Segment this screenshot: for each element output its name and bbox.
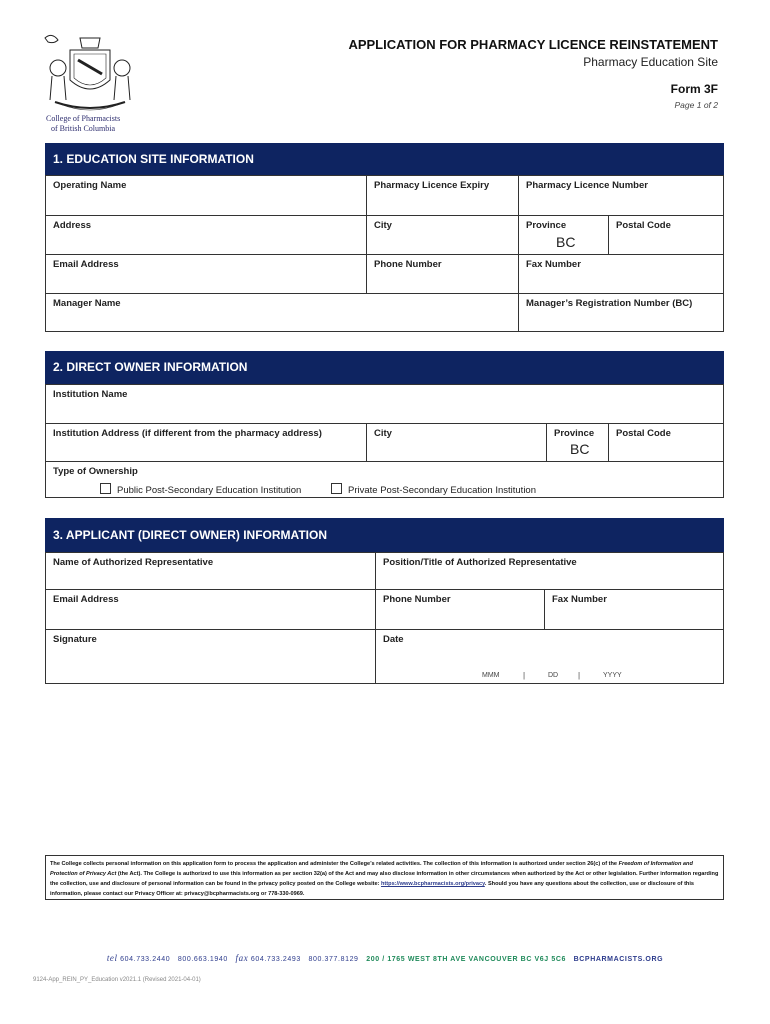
fax-number-2: 800.377.8129	[308, 956, 359, 963]
owner-province-value: BC	[570, 441, 590, 457]
institution-name-label: Institution Name	[53, 389, 128, 400]
owner-province-label: Province	[554, 428, 595, 439]
footer-address: 200 / 1765 WEST 8TH AVE VANCOUVER BC V6J 5C6	[366, 956, 566, 963]
form-subtitle: Pharmacy Education Site	[583, 55, 718, 69]
rep-title-label: Position/Title of Authorized Representative	[383, 557, 577, 568]
address-field[interactable]	[46, 216, 366, 254]
applicant-phone-field[interactable]	[375, 590, 544, 629]
province-field[interactable]	[518, 216, 608, 254]
institution-address-label: Institution Address (if different from the pharmacy address)	[53, 428, 322, 439]
owner-postal-code-label: Postal Code	[616, 428, 671, 439]
province-value: BC	[556, 234, 576, 250]
ownership-type-label: Type of Ownership	[53, 466, 138, 477]
tel-label: tel	[106, 953, 118, 963]
manager-reg-label: Manager’s Registration Number (BC)	[526, 298, 693, 309]
privacy-act-name: Freedom of Information and Protection of Privacy Act	[50, 861, 693, 877]
phone-field[interactable]	[366, 255, 518, 293]
fax-label: fax	[235, 953, 249, 963]
fax-field[interactable]	[518, 255, 723, 293]
owner-postal-code-field[interactable]	[608, 424, 723, 461]
date-label: Date	[383, 634, 404, 645]
manager-name-label: Manager Name	[53, 298, 121, 309]
licence-number-label: Pharmacy Licence Number	[526, 180, 648, 191]
privacy-notice	[45, 855, 724, 900]
applicant-email-label: Email Address	[53, 594, 119, 605]
institution-name-field[interactable]	[46, 385, 723, 423]
section3-heading: 3. APPLICANT (DIRECT OWNER) INFORMATION	[45, 518, 724, 552]
public-institution-checkbox[interactable]	[100, 483, 111, 494]
postal-code-label: Postal Code	[616, 220, 671, 231]
licence-number-field[interactable]	[518, 176, 723, 215]
applicant-email-field[interactable]	[46, 590, 375, 629]
privacy-text-3: . Should you have any questions about the collection, use or disclosure of this information, please contact our Privacy Officer at: privacy@bcpharmacists.org or 778-330-0969.	[50, 881, 695, 897]
private-institution-label: Private Post-Secondary Education Institution	[348, 485, 536, 496]
postal-code-field[interactable]	[608, 216, 723, 254]
rep-name-field[interactable]	[46, 553, 375, 589]
email-label: Email Address	[53, 259, 119, 270]
private-institution-checkbox[interactable]	[331, 483, 342, 494]
licence-expiry-label: Pharmacy Licence Expiry	[374, 180, 490, 191]
ownership-type-field	[46, 462, 723, 497]
section2-grid	[45, 384, 724, 498]
public-institution-label: Public Post-Secondary Education Institution	[117, 485, 302, 496]
rep-name-label: Name of Authorized Representative	[53, 557, 214, 568]
rep-title-field[interactable]	[375, 553, 723, 589]
date-separator: |	[578, 671, 581, 680]
applicant-fax-field[interactable]	[544, 590, 723, 629]
owner-city-label: City	[374, 428, 392, 439]
privacy-policy-link[interactable]: https://www.bcpharmacists.org/privacy	[381, 881, 485, 887]
college-name	[46, 114, 120, 134]
fax-number-1: 604.733.2493	[250, 956, 301, 963]
date-field[interactable]	[375, 630, 723, 683]
signature-label: Signature	[53, 634, 97, 645]
institution-address-field[interactable]	[46, 424, 366, 461]
email-field[interactable]	[46, 255, 366, 293]
section2-heading: 2. DIRECT OWNER INFORMATION	[45, 351, 724, 384]
public-institution-option[interactable]	[100, 483, 301, 496]
city-label: City	[374, 220, 392, 231]
signature-field[interactable]	[46, 630, 375, 683]
manager-reg-field[interactable]	[518, 294, 723, 331]
manager-name-field[interactable]	[46, 294, 518, 331]
date-day-hint: DD	[548, 672, 559, 679]
owner-city-field[interactable]	[366, 424, 546, 461]
tel-number-2: 800.663.1940	[177, 956, 228, 963]
org-name-line1: College of Pharmacists	[46, 114, 121, 123]
org-name-line2: of British Columbia	[51, 124, 115, 133]
phone-label: Phone Number	[374, 259, 442, 270]
form-number: Form 3F	[670, 82, 718, 96]
date-year-hint: YYYY	[603, 672, 622, 679]
page-number: Page 1 of 2	[674, 100, 718, 110]
privacy-text-2: (the Act). The College is authorized to use this information as per section 32(a) of the Act and may also disclose information in other circumstances when authorized by the Act or other legislation. Further information regarding the collection, use and disclosure of personal information can be found in the privacy policy posted on the College website:	[50, 871, 719, 887]
private-institution-option[interactable]	[331, 483, 536, 496]
province-label: Province	[526, 220, 567, 231]
document-id: 9124-App_REIN_PY_Education v2021.1 (Revised 2021-04-01)	[33, 977, 201, 983]
footer-website[interactable]: BCPHARMACISTS.ORG	[573, 956, 664, 963]
owner-province-field[interactable]	[546, 424, 608, 461]
tel-number-1: 604.733.2440	[120, 956, 171, 963]
applicant-fax-label: Fax Number	[552, 594, 607, 605]
operating-name-label: Operating Name	[53, 180, 127, 191]
fax-label: Fax Number	[526, 259, 581, 270]
privacy-text-1: The College collects personal information on this application form to process the application and administer the College’s related activities. The collection of this information is authorized under section 26(c) of the	[50, 861, 619, 867]
section1-heading: 1. EDUCATION SITE INFORMATION	[45, 143, 724, 175]
section3-grid	[45, 552, 724, 684]
address-label: Address	[53, 220, 92, 231]
date-month-hint: MMM	[482, 672, 500, 679]
licence-expiry-field[interactable]	[366, 176, 518, 215]
footer-contact	[0, 953, 770, 963]
city-field[interactable]	[366, 216, 518, 254]
operating-name-field[interactable]	[46, 176, 366, 215]
section1-grid	[45, 175, 724, 332]
form-title: APPLICATION FOR PHARMACY LICENCE REINSTATEMENT	[348, 37, 718, 52]
college-crest-logo	[40, 30, 140, 112]
date-separator: |	[523, 671, 526, 680]
applicant-phone-label: Phone Number	[383, 594, 451, 605]
